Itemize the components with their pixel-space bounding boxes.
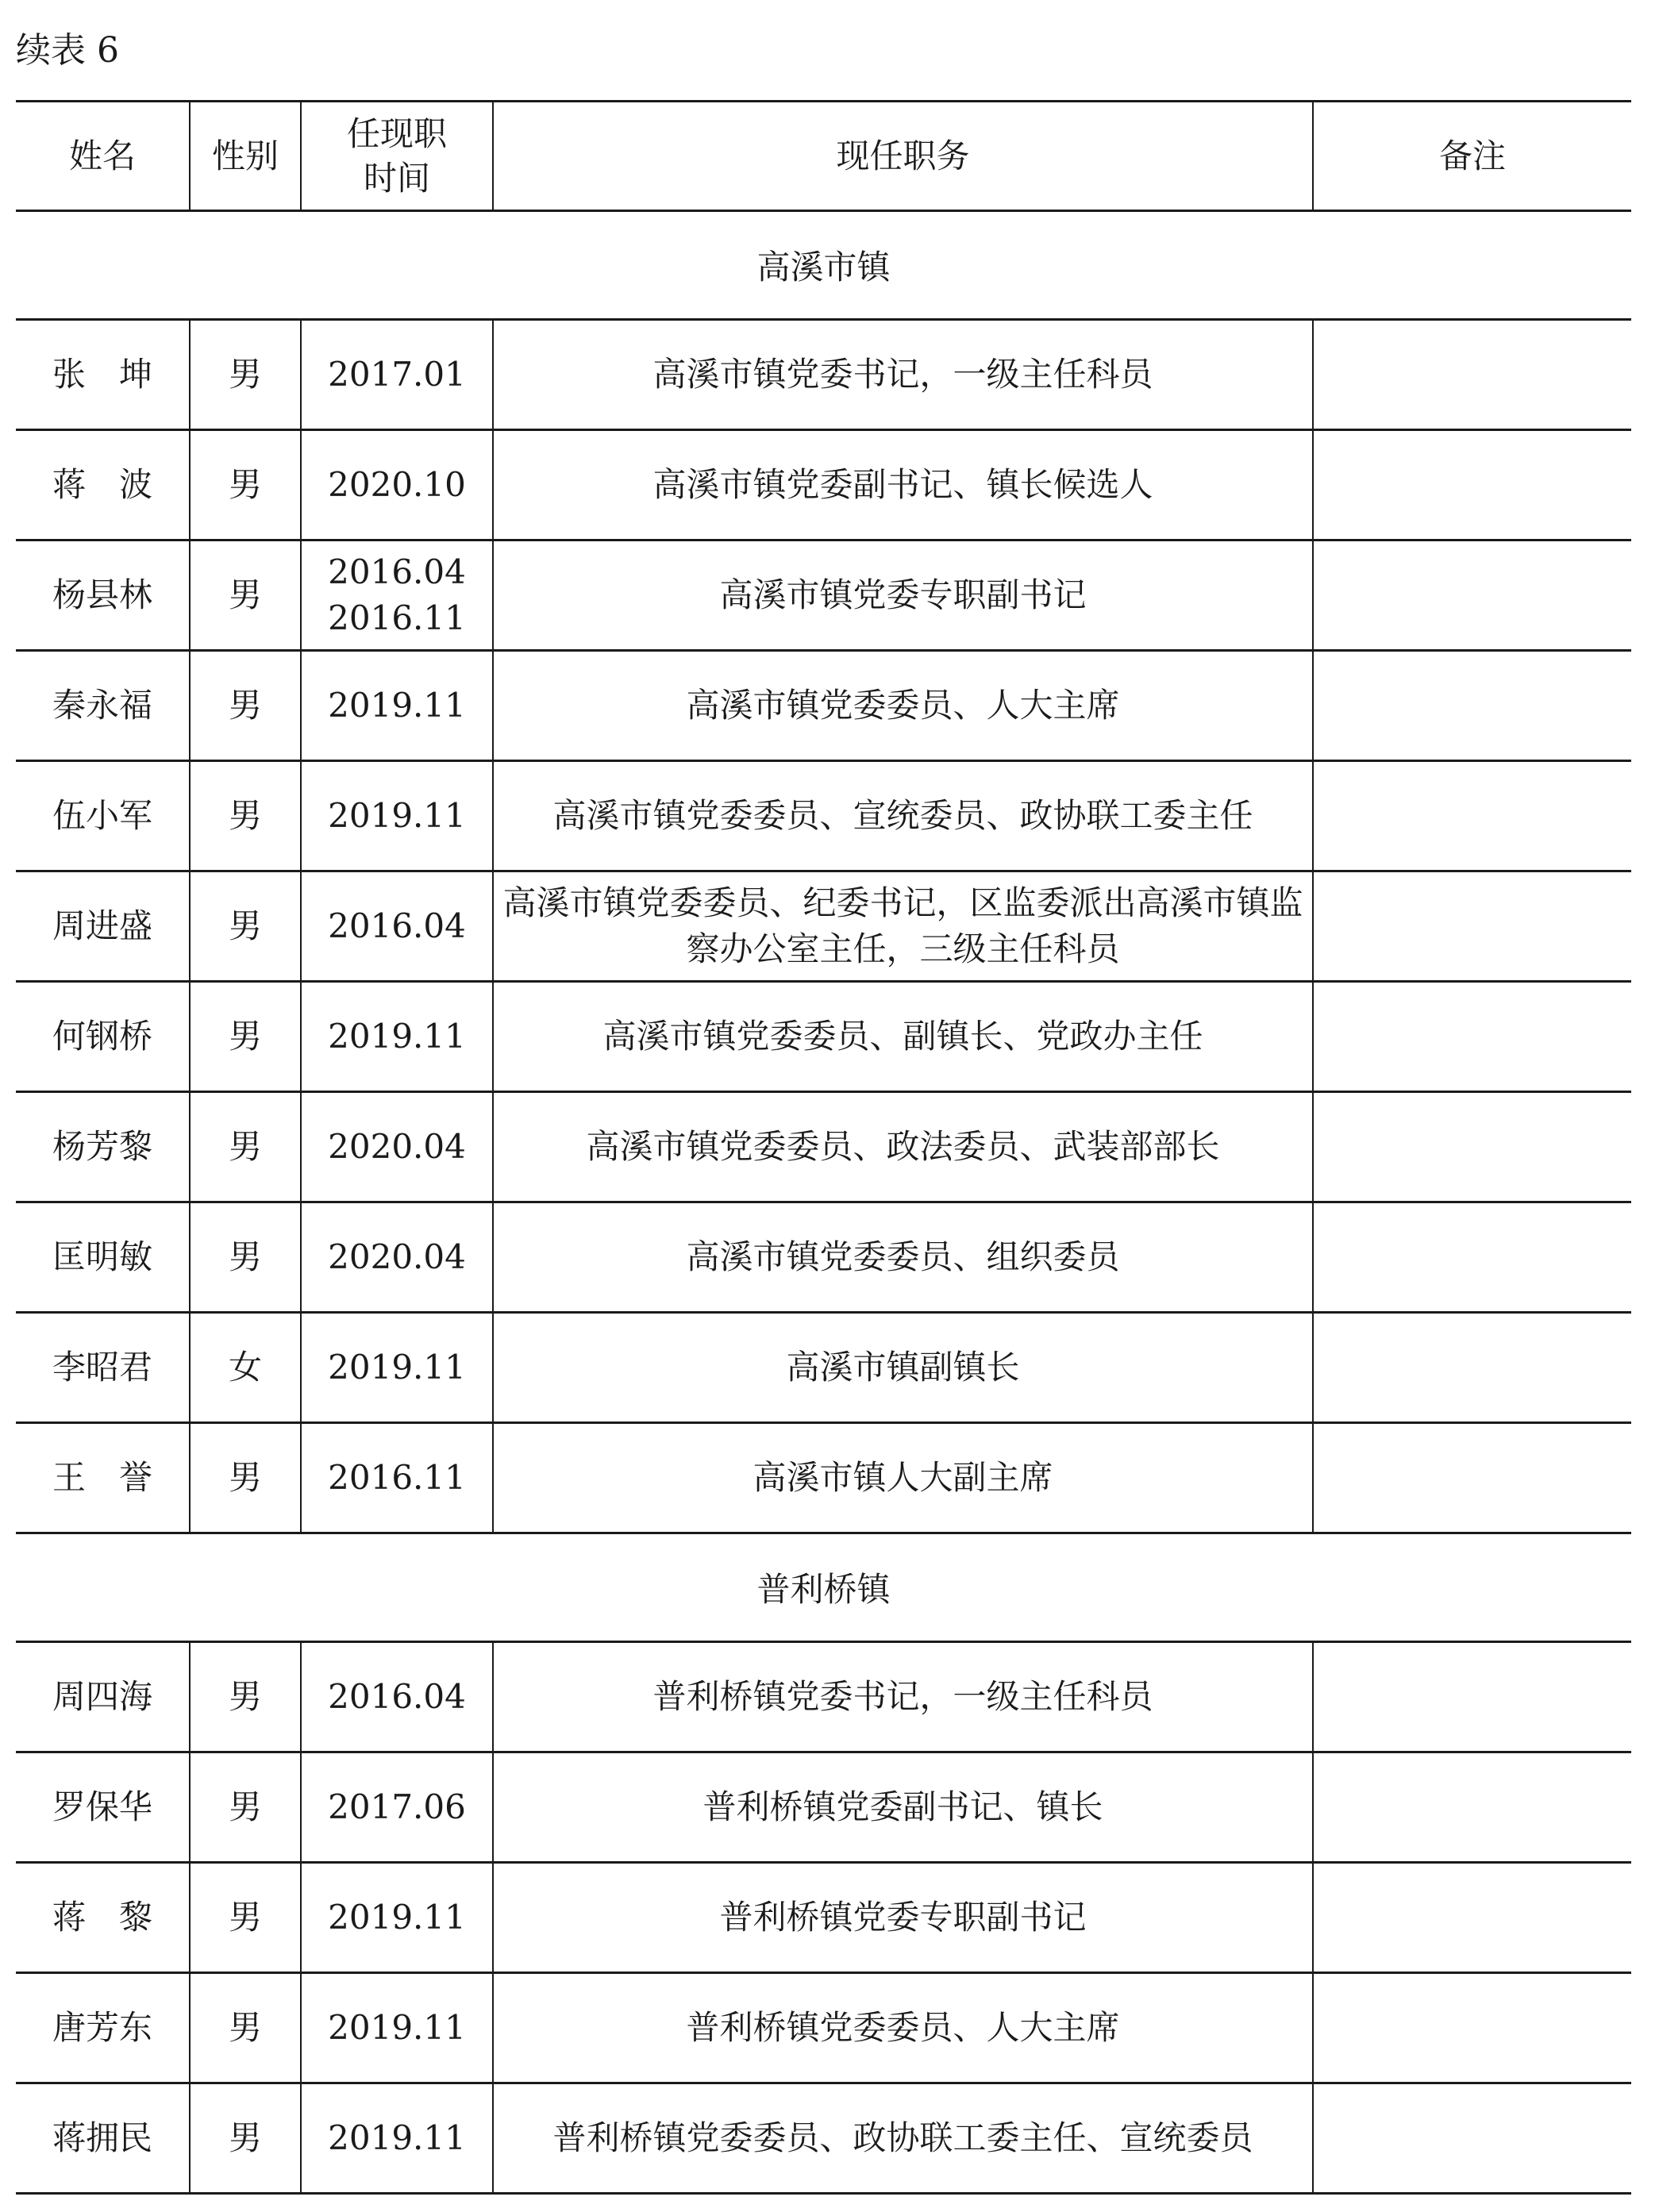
- section-title: 高溪市镇: [16, 211, 1631, 320]
- section-header-row: [16, 211, 1631, 320]
- table-row: [16, 1092, 1631, 1202]
- note-cell: [1313, 320, 1631, 430]
- table-row: [16, 2083, 1631, 2194]
- header-position: 现任职务: [493, 102, 1313, 211]
- person-name: 匡明敏: [16, 1202, 190, 1313]
- person-gender: 男: [190, 2083, 301, 2194]
- note-cell: [1313, 1973, 1631, 2083]
- appointment-date: 2019.11: [328, 2118, 466, 2157]
- person-gender: 男: [190, 1202, 301, 1313]
- person-name: 杨县林: [16, 540, 190, 651]
- table-body: [16, 211, 1631, 2194]
- table-row: [16, 1202, 1631, 1313]
- appointment-date: 2016.04: [328, 1677, 466, 1716]
- current-position: 普利桥镇党委委员、人大主席: [493, 1973, 1313, 2083]
- note-cell: [1313, 1863, 1631, 1973]
- current-position: 高溪市镇党委委员、纪委书记，区监委派出高溪市镇监察办公室主任，三级主任科员: [493, 871, 1313, 982]
- appointment-date-cell: [301, 430, 493, 540]
- appointment-date: 2020.04: [328, 1237, 466, 1276]
- table-row: [16, 430, 1631, 540]
- note-cell: [1313, 1313, 1631, 1423]
- note-cell: [1313, 1752, 1631, 1863]
- note-cell: [1313, 1642, 1631, 1752]
- person-name: 张 坤: [16, 320, 190, 430]
- appointment-date: 2017.06: [328, 1787, 466, 1826]
- appointment-date-cell: [301, 2083, 493, 2194]
- person-name: 周四海: [16, 1642, 190, 1752]
- person-gender: 男: [190, 1092, 301, 1202]
- person-name: 唐芳东: [16, 1973, 190, 2083]
- appointment-date: 2019.11: [328, 796, 466, 835]
- appointment-date: 2019.11: [328, 2008, 466, 2047]
- appointment-date: 2016.11: [328, 1458, 466, 1497]
- person-gender: 男: [190, 651, 301, 761]
- appointment-date: 2019.11: [328, 1348, 466, 1387]
- section-title: 普利桥镇: [16, 1533, 1631, 1642]
- table-row: [16, 982, 1631, 1092]
- person-gender: 男: [190, 1863, 301, 1973]
- note-cell: [1313, 871, 1631, 982]
- note-cell: [1313, 1202, 1631, 1313]
- appointment-date: 2019.11: [328, 686, 466, 725]
- current-position: 高溪市镇党委委员、副镇长、党政办主任: [493, 982, 1313, 1092]
- person-gender: 男: [190, 982, 301, 1092]
- current-position: 高溪市镇党委委员、组织委员: [493, 1202, 1313, 1313]
- current-position: 高溪市镇党委委员、人大主席: [493, 651, 1313, 761]
- table-row: [16, 1752, 1631, 1863]
- appointment-date-cell: [301, 320, 493, 430]
- person-gender: 男: [190, 1973, 301, 2083]
- current-position: 高溪市镇副镇长: [493, 1313, 1313, 1423]
- table-row: [16, 1863, 1631, 1973]
- note-cell: [1313, 1423, 1631, 1533]
- person-name: 秦永福: [16, 651, 190, 761]
- appointment-date-cell: [301, 1863, 493, 1973]
- table-header-row: [16, 102, 1631, 211]
- appointment-date-cell: [301, 651, 493, 761]
- note-cell: [1313, 430, 1631, 540]
- person-gender: 男: [190, 320, 301, 430]
- person-name: 蒋 波: [16, 430, 190, 540]
- person-name: 李昭君: [16, 1313, 190, 1423]
- header-note: 备注: [1313, 102, 1631, 211]
- table-row: [16, 1313, 1631, 1423]
- current-position: 高溪市镇党委委员、宣统委员、政协联工委主任: [493, 761, 1313, 871]
- person-gender: 男: [190, 1752, 301, 1863]
- person-gender: 男: [190, 761, 301, 871]
- person-gender: 男: [190, 430, 301, 540]
- table-row: [16, 1973, 1631, 2083]
- person-name: 何钢桥: [16, 982, 190, 1092]
- note-cell: [1313, 1092, 1631, 1202]
- person-name: 杨芳黎: [16, 1092, 190, 1202]
- appointment-date-cell: [301, 982, 493, 1092]
- appointment-date-cell: [301, 540, 493, 651]
- current-position: 高溪市镇党委专职副书记: [493, 540, 1313, 651]
- note-cell: [1313, 2083, 1631, 2194]
- person-name: 王 誉: [16, 1423, 190, 1533]
- table-row: [16, 540, 1631, 651]
- person-name: 蒋 黎: [16, 1863, 190, 1973]
- appointment-date-cell: [301, 761, 493, 871]
- note-cell: [1313, 982, 1631, 1092]
- current-position: 高溪市镇党委委员、政法委员、武装部部长: [493, 1092, 1313, 1202]
- appointment-date-cell: [301, 1973, 493, 2083]
- appointment-date-cell: [301, 1202, 493, 1313]
- person-name: 蒋拥民: [16, 2083, 190, 2194]
- person-name: 伍小军: [16, 761, 190, 871]
- note-cell: [1313, 761, 1631, 871]
- current-position: 普利桥镇党委专职副书记: [493, 1863, 1313, 1973]
- appointment-date: 2020.04: [328, 1127, 466, 1166]
- table-row: [16, 761, 1631, 871]
- current-position: 高溪市镇党委副书记、镇长候选人: [493, 430, 1313, 540]
- appointment-date-cell: [301, 1642, 493, 1752]
- note-cell: [1313, 540, 1631, 651]
- appointment-date: 2017.01: [328, 355, 466, 394]
- section-header-row: [16, 1533, 1631, 1642]
- appointment-date: 2019.11: [328, 1898, 466, 1937]
- header-name: 姓名: [16, 102, 190, 211]
- current-position: 普利桥镇党委书记，一级主任科员: [493, 1642, 1313, 1752]
- appointment-date: 2016.04: [328, 906, 466, 945]
- person-name: 罗保华: [16, 1752, 190, 1863]
- person-gender: 女: [190, 1313, 301, 1423]
- table-row: [16, 871, 1631, 982]
- appointment-date: 2016.04: [328, 552, 466, 591]
- appointment-date-cell: [301, 1752, 493, 1863]
- table-caption: 续表 6: [16, 30, 119, 71]
- person-gender: 男: [190, 871, 301, 982]
- appointment-date: 2020.10: [328, 465, 466, 504]
- person-gender: 男: [190, 540, 301, 651]
- current-position: 普利桥镇党委委员、政协联工委主任、宣统委员: [493, 2083, 1313, 2194]
- header-gender: 性别: [190, 102, 301, 211]
- table-row: [16, 1423, 1631, 1533]
- appointment-date-cell: [301, 1423, 493, 1533]
- appointment-date-cell: [301, 1092, 493, 1202]
- person-name: 周进盛: [16, 871, 190, 982]
- table-row: [16, 1642, 1631, 1752]
- table-row: [16, 651, 1631, 761]
- person-gender: 男: [190, 1642, 301, 1752]
- header-appointment-date: 任现职时间: [301, 102, 493, 211]
- current-position: 普利桥镇党委副书记、镇长: [493, 1752, 1313, 1863]
- current-position: 高溪市镇党委书记，一级主任科员: [493, 320, 1313, 430]
- current-position: 高溪市镇人大副主席: [493, 1423, 1313, 1533]
- appointment-date: 2016.11: [328, 598, 466, 637]
- note-cell: [1313, 651, 1631, 761]
- person-gender: 男: [190, 1423, 301, 1533]
- appointment-date-cell: [301, 871, 493, 982]
- appointment-date-cell: [301, 1313, 493, 1423]
- personnel-table: [16, 100, 1631, 2195]
- appointment-date: 2019.11: [328, 1017, 466, 1056]
- table-row: [16, 320, 1631, 430]
